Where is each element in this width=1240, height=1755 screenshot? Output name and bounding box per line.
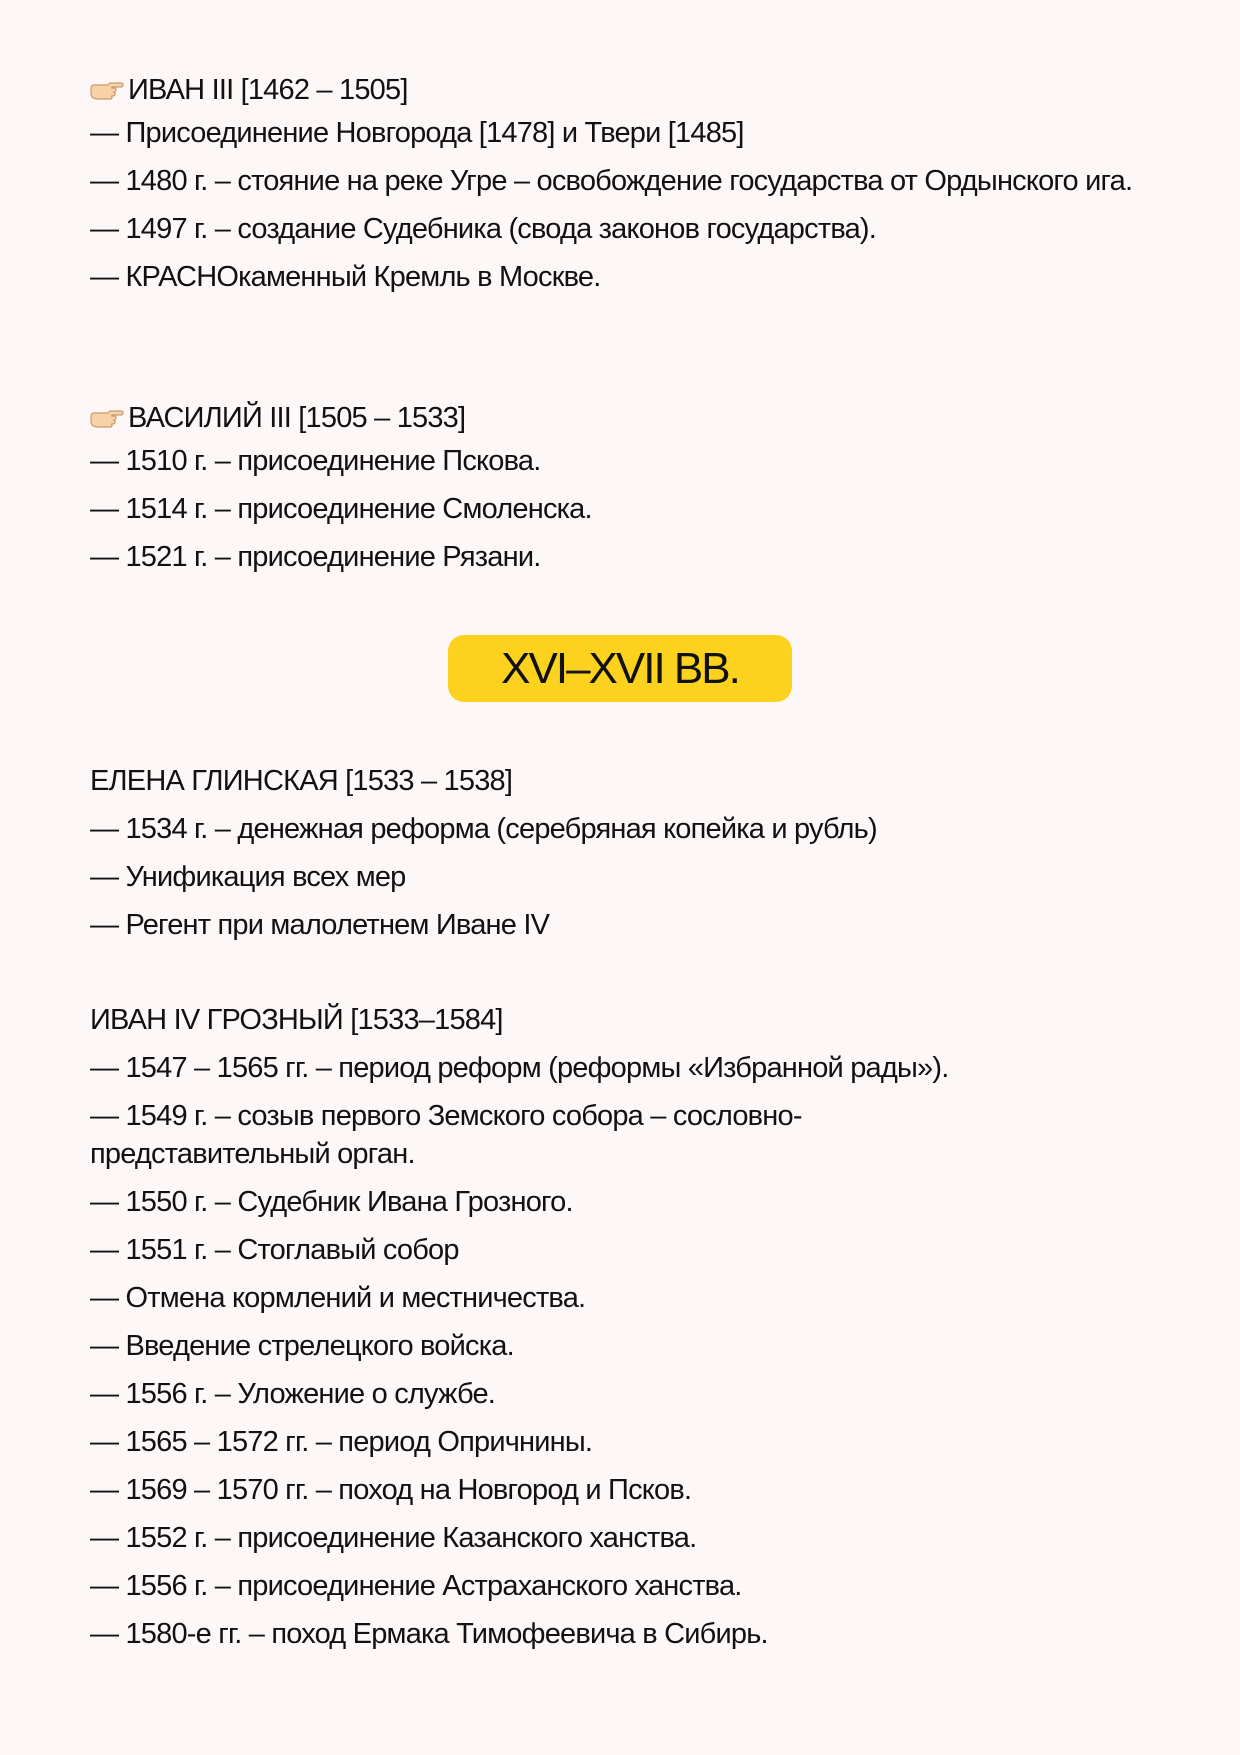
pointing-hand-icon <box>90 78 124 102</box>
list-item: — 1556 г. – присоединение Астраханского ханства. <box>90 1570 742 1602</box>
list-item: — 1556 г. – Уложение о службе. <box>90 1378 496 1410</box>
section-ivan-iv <box>90 1001 1170 1663</box>
list-item: — 1521 г. – присоединение Рязани. <box>90 541 541 573</box>
list-item: — 1550 г. – Судебник Ивана Грозного. <box>90 1186 573 1218</box>
century-badge: XVI–XVII ВВ. <box>448 635 792 702</box>
list-item: — Присоединение Новгорода [1478] и Твери [1485] <box>90 117 744 149</box>
list-item: — 1569 – 1570 гг. – поход на Новгород и Псков. <box>90 1474 692 1506</box>
section-ivan-iii <box>90 66 1170 306</box>
list-item: — 1480 г. – стояние на реке Угре – освобождение государства от Ордынского ига. <box>90 165 1133 197</box>
list-item: — 1549 г. – созыв первого Земского собора – сословно-представительный орган. <box>90 1100 802 1170</box>
section-elena-glinskaya <box>90 762 1170 954</box>
list-item: — 1551 г. – Стоглавый собор <box>90 1234 459 1266</box>
section-title-vasily-iii <box>90 394 1170 442</box>
list-item: — 1514 г. – присоединение Смоленска. <box>90 493 592 525</box>
list-item: — Унификация всех мер <box>90 861 406 893</box>
list-item: — Регент при малолетнем Иване IV <box>90 909 550 941</box>
section-title-elena: ЕЛЕНА ГЛИНСКАЯ [1533 – 1538] <box>90 765 513 797</box>
section-vasily-iii <box>90 394 1170 586</box>
section-title-ivan-iii <box>90 66 1170 114</box>
list-item: — 1565 – 1572 гг. – период Опричнины. <box>90 1426 593 1458</box>
list-item: — 1580-е гг. – поход Ермака Тимофеевича в Сибирь. <box>90 1618 768 1650</box>
section-title-ivan-iv: ИВАН IV ГРОЗНЫЙ [1533–1584] <box>90 1004 503 1036</box>
list-item: — 1534 г. – денежная реформа (серебряная копейка и рубль) <box>90 813 877 845</box>
list-item: — КРАСНОкаменный Кремль в Москве. <box>90 261 601 293</box>
list-item: — 1547 – 1565 гг. – период реформ (реформы «Избранной рады»). <box>90 1052 949 1084</box>
list-item: — 1510 г. – присоединение Пскова. <box>90 445 541 477</box>
title-text: ИВАН III [1462 – 1505] <box>128 74 408 106</box>
list-item: — 1497 г. – создание Судебника (свода законов государства). <box>90 213 877 245</box>
list-item: — Введение стрелецкого войска. <box>90 1330 514 1362</box>
pointing-hand-icon <box>90 406 124 430</box>
title-text: ВАСИЛИЙ III [1505 – 1533] <box>128 402 466 434</box>
list-item: — Отмена кормлений и местничества. <box>90 1282 586 1314</box>
list-item: — 1552 г. – присоединение Казанского ханства. <box>90 1522 697 1554</box>
